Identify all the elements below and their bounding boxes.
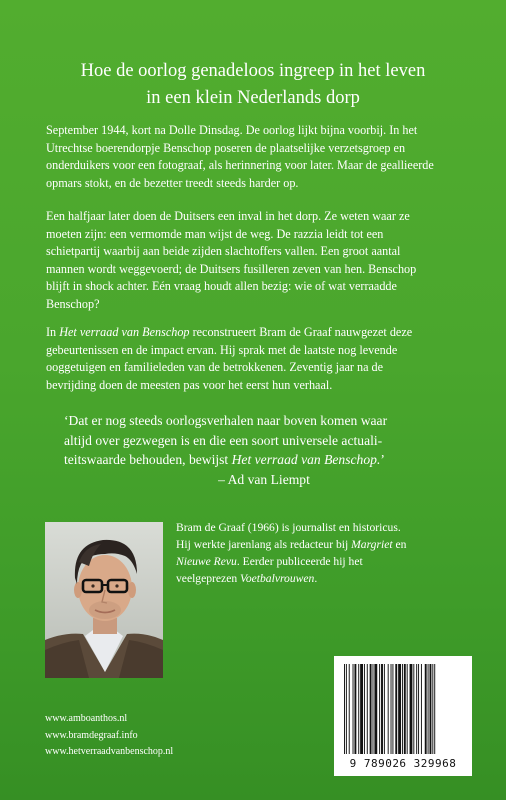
barcode-bar — [384, 664, 385, 754]
barcode-bar — [428, 664, 429, 754]
text-fragment: . Eerder publiceerde hij het — [236, 555, 363, 568]
barcode-bar — [346, 664, 347, 754]
text-fragment: Hij werkte jarenlang als redacteur bij — [176, 538, 352, 551]
barcode-bar — [391, 664, 392, 754]
barcode-bar — [434, 664, 435, 754]
review-quote — [64, 411, 464, 489]
barcode-bar — [354, 664, 356, 754]
quote-line — [64, 450, 464, 470]
book-title: Het verraad van Benschop. — [231, 452, 381, 467]
author-photo — [45, 522, 163, 678]
isbn-barcode — [334, 656, 472, 776]
barcode-bar — [373, 664, 374, 754]
quote-attribution: – Ad van Liempt — [218, 471, 310, 487]
text-line: Een halfjaar later doen de Duitsers een inval in het dorp. Ze weten waar ze — [46, 209, 410, 223]
website-url: www.bramdegraaf.info — [45, 729, 138, 741]
barcode-bar — [418, 664, 419, 754]
barcode-bar — [430, 664, 432, 754]
barcode-bar — [404, 664, 406, 754]
text-line: blijft in shock achter. Eén vraag houdt allen bezig: wie of wat verraadde — [46, 279, 397, 293]
barcode-bar — [370, 664, 372, 754]
text-line: schietpartij waarbij aan beide zijden slachtoffers vallen. Een groot aantal — [46, 244, 401, 258]
barcode-bar — [432, 664, 433, 754]
barcode-bar — [407, 664, 408, 754]
barcode-bar — [398, 664, 401, 754]
magazine-title: Margriet — [351, 538, 393, 551]
barcode-bar — [374, 664, 377, 754]
barcode-bar — [416, 664, 417, 754]
magazine-title: Nieuwe Revu — [176, 555, 237, 568]
text-fragment: veelgeprezen — [176, 572, 241, 585]
headline-line: in een klein Nederlands dorp — [146, 88, 360, 108]
barcode-bar — [367, 664, 368, 754]
barcode-bar — [388, 664, 389, 754]
text-line: moeten zijn: een vermomde man wijst de weg. De razzia leidt tot een — [46, 226, 384, 241]
barcode-bar — [381, 664, 383, 754]
text-line: opmars stokt, en de bezetter treedt steeds harder op. — [46, 175, 299, 190]
barcode-bar — [395, 664, 397, 754]
bio-line — [176, 570, 476, 587]
bio-line — [176, 553, 476, 570]
text-line: September 1944, kort na Dolle Dinsdag. De oorlog lijkt bijna voorbij. In het — [46, 123, 418, 137]
bio-line — [176, 536, 476, 553]
text-line: Utrechtse boerendorpje Benschop poseren de plaatselijke verzetsgroep en — [46, 140, 406, 155]
barcode-bar — [358, 664, 359, 754]
author-portrait-image — [45, 522, 163, 678]
website-list — [45, 711, 173, 761]
barcode-bar — [379, 664, 380, 754]
text-line: gebeurtenissen en de impact ervan. Hij sprak met de laatste nog levende — [46, 342, 398, 357]
barcode-bar — [410, 664, 413, 754]
text-fragment: teitswaarde behouden, bewijst — [64, 452, 232, 467]
blurb-paragraph-1 — [46, 122, 466, 192]
quote-line: ‘Dat er nog steeds oorlogsverhalen naar boven komen waar — [64, 413, 388, 428]
website-url: www.hetverraadvanbenschop.nl — [45, 746, 174, 757]
website-url: www.amboanthos.nl — [45, 713, 128, 724]
blurb-paragraph-2 — [46, 208, 466, 313]
headline-line: Hoe de oorlog genadeloos ingreep in het leven — [80, 61, 426, 81]
barcode-bar — [421, 664, 422, 754]
barcode-bar — [392, 664, 393, 754]
barcode-bar — [364, 664, 365, 754]
text-line: ooggetuigen en familieleden van de betrokkenen. Zeventig jaar na de — [46, 360, 384, 374]
book-title: Het verraad van Benschop — [59, 325, 190, 339]
quote-line: altijd over gezwegen is en die een soort universele actuali- — [64, 432, 383, 448]
text-fragment: reconstrueert Bram de Graaf nauwgezet deze — [189, 325, 413, 339]
book-title: Voetbalvrouwen — [240, 572, 315, 585]
barcode-bar — [349, 664, 350, 754]
author-bio — [176, 519, 476, 587]
barcode-bar — [344, 664, 345, 754]
text-fragment: . — [314, 572, 318, 585]
text-fragment: In — [46, 325, 60, 339]
text-line: mannen wordt weggevoerd; de Duitsers fusilleren zeven van hen. Benschop — [46, 261, 417, 276]
isbn-number: 9 789026 329968 — [349, 757, 457, 770]
barcode-bar — [413, 664, 414, 754]
text-line — [46, 324, 466, 342]
text-fragment: ’ — [380, 452, 385, 467]
text-line: onderduikers voor een fotograaf, als herinnering voor later. Maar de geallieerde — [46, 158, 434, 172]
barcode-bar — [353, 664, 354, 754]
barcode-bar — [360, 664, 363, 754]
barcode-bar — [402, 664, 403, 754]
barcode-bars — [342, 664, 464, 756]
blurb-paragraph-3 — [46, 324, 466, 394]
bio-line: Bram de Graaf (1966) is journalist en historicus. — [176, 521, 401, 534]
text-fragment: en — [392, 538, 407, 551]
headline — [30, 58, 476, 112]
text-line: Benschop? — [46, 296, 100, 311]
text-line: bevrijding doen de meesten pas voor het eerst hun verhaal. — [46, 377, 333, 392]
barcode-bar — [425, 664, 427, 754]
